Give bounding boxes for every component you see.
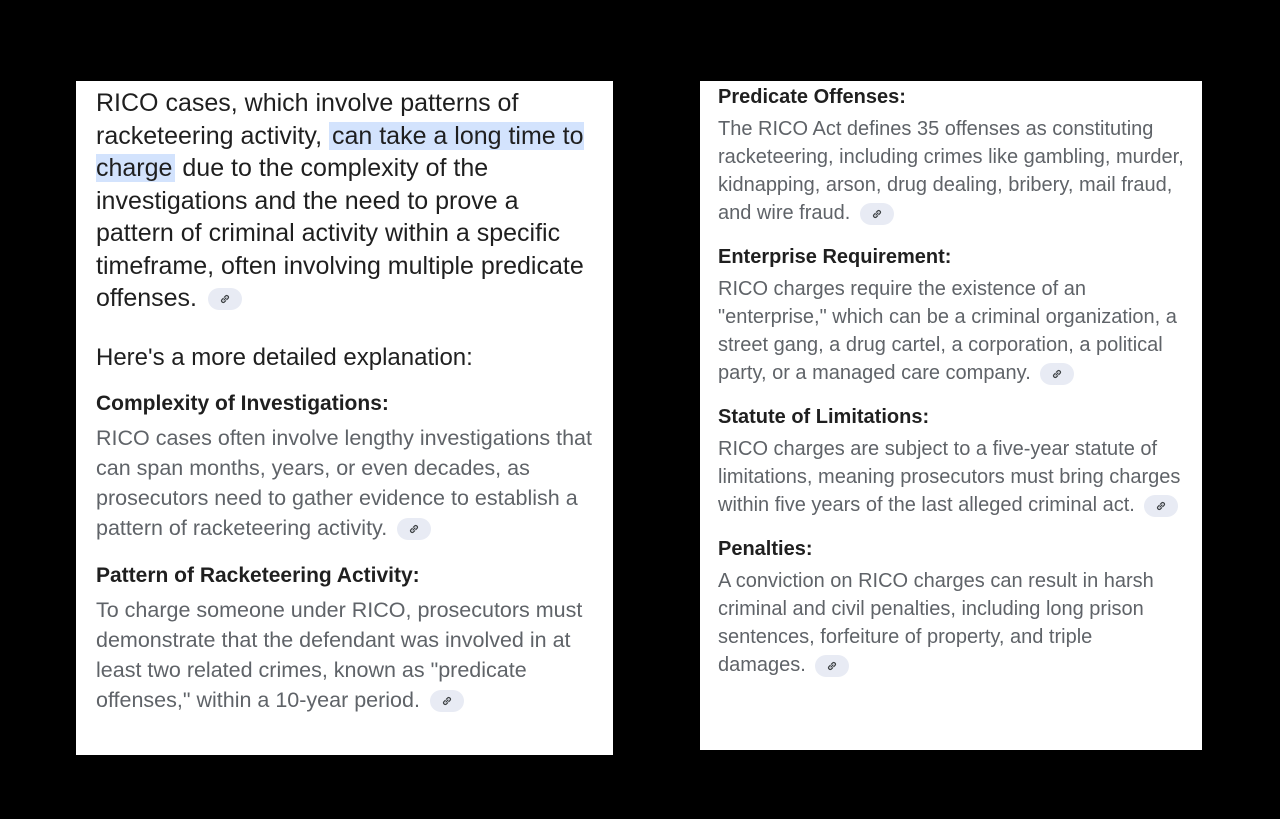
- highlighted-text: can take a long time to charge: [96, 121, 584, 182]
- response-panel-right: [700, 81, 1202, 750]
- item-body: [718, 275, 1184, 387]
- item-title: Penalties:: [718, 538, 813, 560]
- item-title: Enterprise Requirement:: [718, 246, 952, 268]
- lead-paragraph: [96, 87, 593, 315]
- section-heading: Here's a more detailed explanation:: [96, 343, 473, 371]
- source-link-chip[interactable]: [208, 288, 242, 310]
- source-link-chip[interactable]: [1144, 495, 1178, 517]
- source-link-chip[interactable]: [1040, 363, 1074, 385]
- item-body: [718, 115, 1184, 227]
- item-body-text: RICO charges require the existence of an "enterprise," which can be a criminal organization, a street gang, a drug cartel, a corporation, a political party, or a managed care company.: [718, 278, 1177, 384]
- item-body-text: RICO charges are subject to a five-year statute of limitations, meaning prosecutors must bring charges within five years of the last alleged criminal act.: [718, 438, 1181, 516]
- item-body-text: RICO cases often involve lengthy investigations that can span months, years, or even decades, as prosecutors need to gather evidence to establish a pattern of racketeering activity.: [96, 425, 592, 540]
- lead-text-end: due to the complexity of the investigations and the need to prove a pattern of criminal activity within a specific timeframe, often involving multiple predicate offenses.: [96, 154, 584, 312]
- link-icon: [408, 523, 420, 535]
- item-title: Complexity of Investigations:: [96, 391, 389, 415]
- link-icon: [441, 695, 453, 707]
- response-panel-left: [76, 81, 613, 755]
- link-icon: [871, 208, 883, 220]
- source-link-chip[interactable]: [430, 690, 464, 712]
- item-body-text: A conviction on RICO charges can result in harsh criminal and civil penalties, including long prison sentences, forfeiture of property, and triple damages.: [718, 570, 1154, 676]
- link-icon: [1155, 500, 1167, 512]
- lead-text-start: RICO cases, which involve patterns of racketeering activity,: [96, 89, 519, 150]
- link-icon: [219, 293, 231, 305]
- source-link-chip[interactable]: [815, 655, 849, 677]
- item-title: Predicate Offenses:: [718, 86, 906, 108]
- item-body: [718, 435, 1184, 519]
- source-link-chip[interactable]: [860, 203, 894, 225]
- item-body: [718, 567, 1184, 679]
- link-icon: [1051, 368, 1063, 380]
- link-icon: [826, 660, 838, 672]
- item-body: [96, 423, 593, 543]
- item-title: Pattern of Racketeering Activity:: [96, 563, 420, 587]
- item-body-text: To charge someone under RICO, prosecutors must demonstrate that the defendant was involved in at least two related crimes, known as "predicate offenses," within a 10-year period.: [96, 597, 583, 712]
- item-body-text: The RICO Act defines 35 offenses as constituting racketeering, including crimes like gambling, murder, kidnapping, arson, drug dealing, bribery, mail fraud, and wire fraud.: [718, 118, 1184, 224]
- source-link-chip[interactable]: [397, 518, 431, 540]
- item-title: Statute of Limitations:: [718, 406, 930, 428]
- item-body: [96, 595, 593, 715]
